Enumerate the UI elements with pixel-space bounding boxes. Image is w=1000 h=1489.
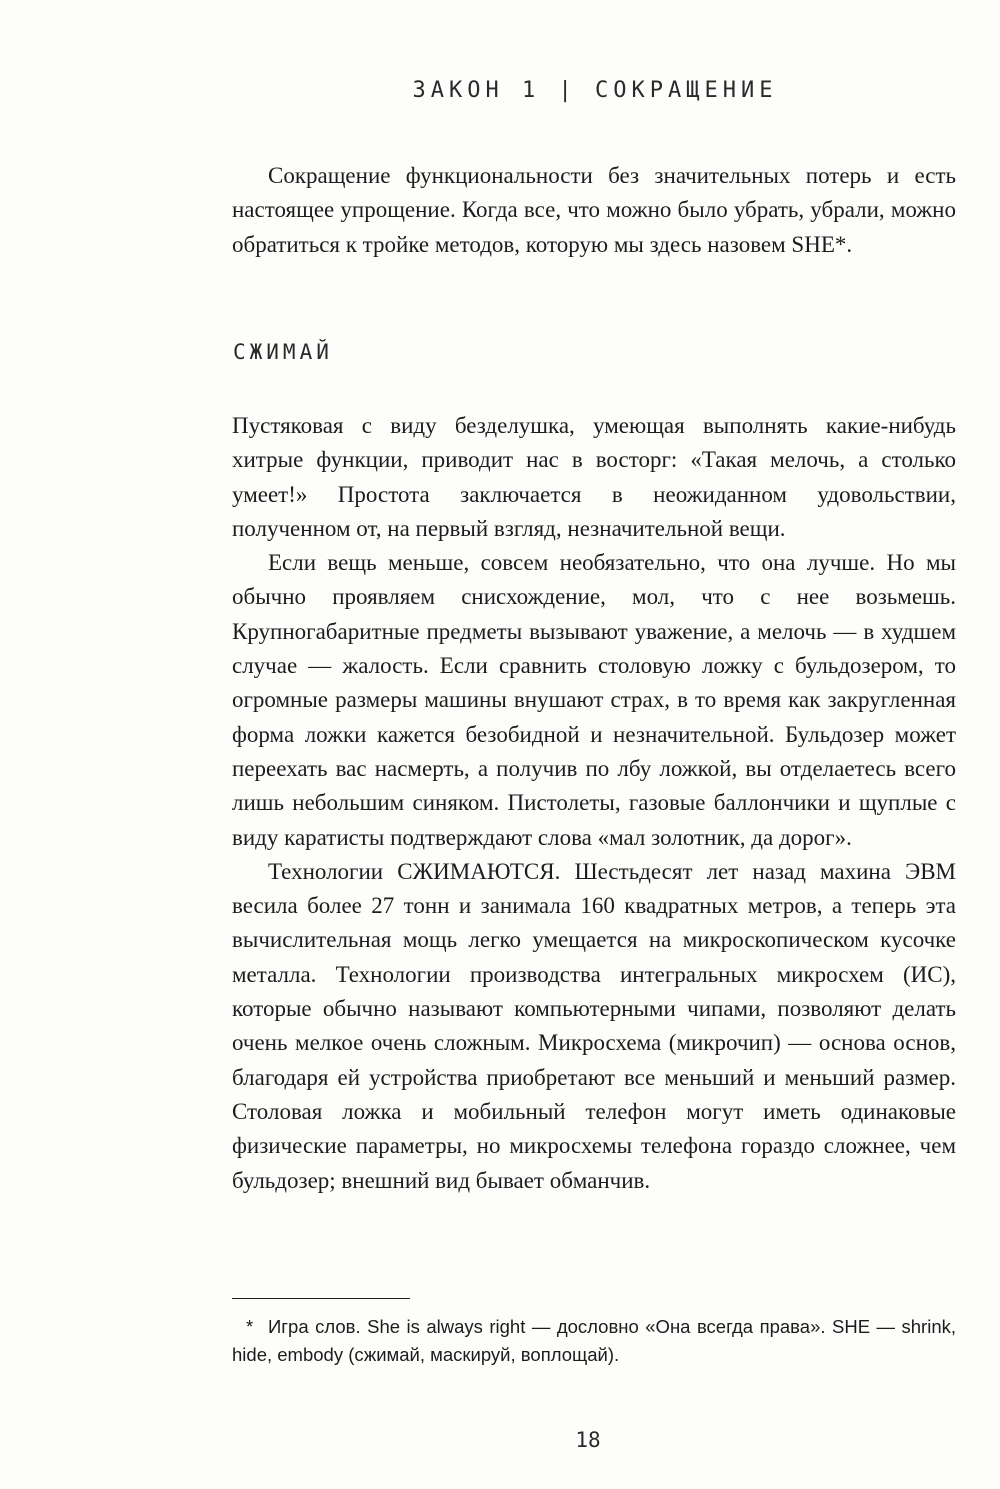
- body-paragraph-2: Если вещь меньше, совсем необязательно, что она лучше. Но мы обычно проявляем снисхождение, мол, что с нее возьмешь. Крупногабаритные предметы вызывают уважение, а мелочь — в худшем случае — жалость. Если сравнить столовую ложку с бульдозером, то огромные размеры машины внушают страх, в то время как закругленная форма ложки кажется безобидной и незначительной. Бульдозер может переехать вас насмерть, а получив по лбу ложкой, вы отделаетесь всего лишь небольшим синяком. Пистолеты, газовые баллончики и щуплые с виду каратисты подтверждают слова «мал золотник, да дорог».: [232, 550, 956, 850]
- body-paragraph-3: Технологии СЖИМАЮТСЯ. Шестьдесят лет назад махина ЭВМ весила более 27 тонн и занимала 160 квадратных метров, а теперь эта вычислительная мощь легко умещается на микроскопическом кусочке металла. Технологии производства интегральных микросхем (ИС), которые обычно называют компьютерными чипами, позволяют делать очень мелкое очень сложным. Микросхема (микрочип) — основа основ, благодаря ей устройства приобретают все меньший и меньший размер. Столовая ложка и мобильный телефон могут иметь одинаковые физические параметры, но микросхемы телефона гораздо сложнее, чем бульдозер; внешний вид бывает обманчив.: [232, 858, 956, 1193]
- intro-paragraph: Сокращение функциональности без значительных потерь и есть настоящее упрощение. Когда все, что можно было убрать, убрали, можно обратиться к тройке методов, которую мы здесь назовем SHE*.: [232, 163, 956, 257]
- page-number: 18: [575, 1428, 601, 1452]
- intro-text: [232, 159, 956, 262]
- footnote-divider: [232, 1298, 410, 1299]
- running-header: ЗАКОН 1 | СОКРАЩЕНИЕ: [412, 78, 778, 103]
- footnote-text: Игра слов. She is always right — дословно «Она всегда права». SHE — shrink, hide, embody (сжимай, маскируй, воплощай).: [232, 1316, 956, 1365]
- body-paragraph-1: Пустяковая с виду безделушка, умеющая выполнять какие-нибудь хитрые функции, приводит нас в восторг: «Такая мелочь, а столько умеет!» Простота заключается в неожиданном удовольствии, полученном от, на первый взгляд, незначительной вещи.: [232, 413, 956, 541]
- footnote: [232, 1313, 956, 1369]
- footnote-marker: *: [246, 1316, 254, 1337]
- section-body: [232, 409, 956, 1198]
- section-heading: СЖИМАЙ: [233, 340, 333, 364]
